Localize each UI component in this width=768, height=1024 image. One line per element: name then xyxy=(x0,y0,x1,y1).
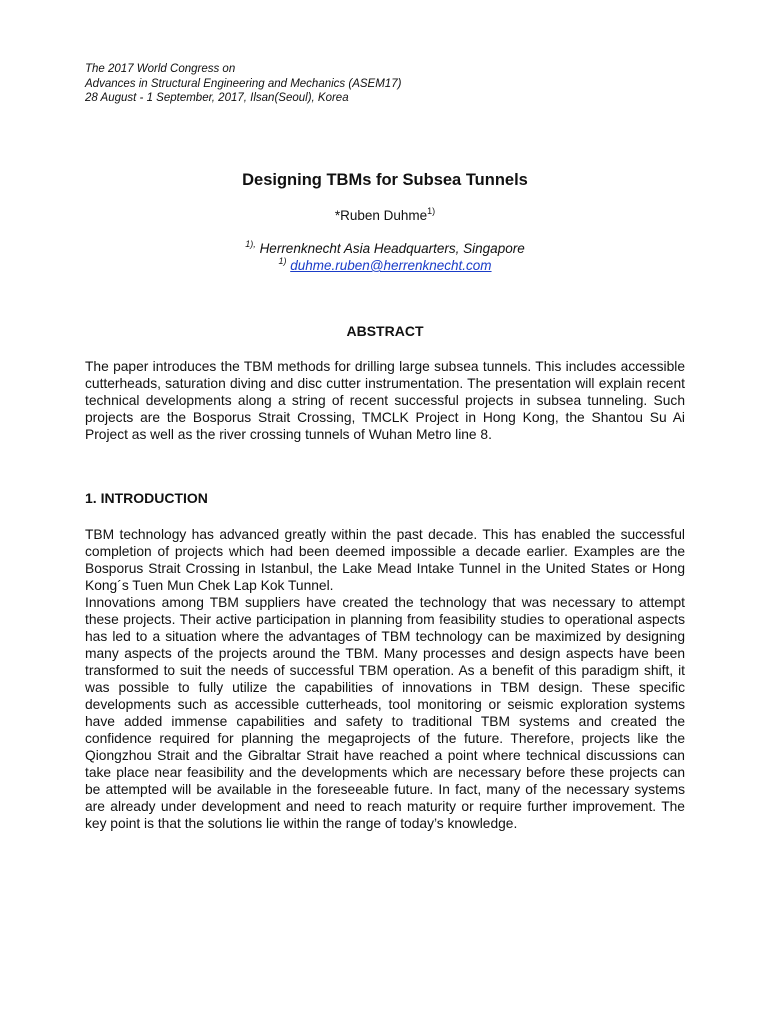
affiliation-block xyxy=(85,240,685,274)
abstract-heading: ABSTRACT xyxy=(346,323,424,339)
author-superscript: 1) xyxy=(427,206,436,216)
conference-line-1: The 2017 World Congress on xyxy=(85,63,236,75)
conference-line-3: 28 August - 1 September, 2017, Ilsan(Seoul), Korea xyxy=(85,92,349,104)
affiliation-line xyxy=(85,240,685,257)
conference-line-2: Advances in Structural Engineering and Mechanics (ASEM17) xyxy=(85,77,402,90)
author-line xyxy=(85,208,685,223)
affiliation-text: Herrenknecht Asia Headquarters, Singapore xyxy=(259,241,525,256)
abstract-text: The paper introduces the TBM methods for drilling large subsea tunnels. This includes accessible cutterheads, saturation diving and disc cutter instrumentation. The presentation will explain recent technical developments along a string of recent successful projects in subsea tunneling. Such projects are the Bosporus Strait Crossing, TMCLK Project in Hong Kong, the Shantou Su Ai Project as well as the river crossing tunnels of Wuhan Metro line 8. xyxy=(85,359,685,442)
affiliation-superscript: 1), xyxy=(245,239,256,249)
paper-title: Designing TBMs for Subsea Tunnels xyxy=(242,171,528,189)
email-line xyxy=(85,257,685,274)
introduction-paragraph-1: TBM technology has advanced greatly within the past decade. This has enabled the successful completion of projects which had been deemed impossible a decade earlier. Examples are the Bosporus Strait Crossing in Istanbul, the Lake Mead Intake Tunnel in the United States or Hong Kong´s Tuen Mun Chek Lap Kok Tunnel. xyxy=(85,527,685,593)
introduction-paragraph-2: Innovations among TBM suppliers have created the technology that was necessary to attempt these projects. Their active participation in planning from feasibility studies to operational aspects has led to a situation where the advantages of TBM technology can be maximized by designing many aspects of the projects around the TBM. Many processes and design aspects have been transformed to suit the needs of successful TBM operation. As a benefit of this paradigm shift, it was possible to fully utilize the capabilities of innovations in TBM design. These specific developments such as accessible cutterheads, tool monitoring or seismic exploration systems have added immense capabilities and safety to traditional TBM systems and created the confidence required for planning the megaprojects of the future. Therefore, projects like the Qiongzhou Strait and the Gibraltar Strait have reached a point where technical discussions can take place near feasibility and the developments which are necessary before these projects can be attempted will be available in the foreseeable future. In fact, many of the necessary systems are already under development and need to reach maturity or require further improvement. The key point is that the solutions lie within the range of today’s knowledge. xyxy=(85,595,685,831)
paper-page xyxy=(85,62,685,831)
introduction-heading: 1. INTRODUCTION xyxy=(85,490,208,506)
author-name: *Ruben Duhme xyxy=(334,208,428,223)
email-link[interactable]: duhme.ruben@herrenknecht.com xyxy=(290,258,492,273)
email-superscript: 1) xyxy=(278,256,287,266)
